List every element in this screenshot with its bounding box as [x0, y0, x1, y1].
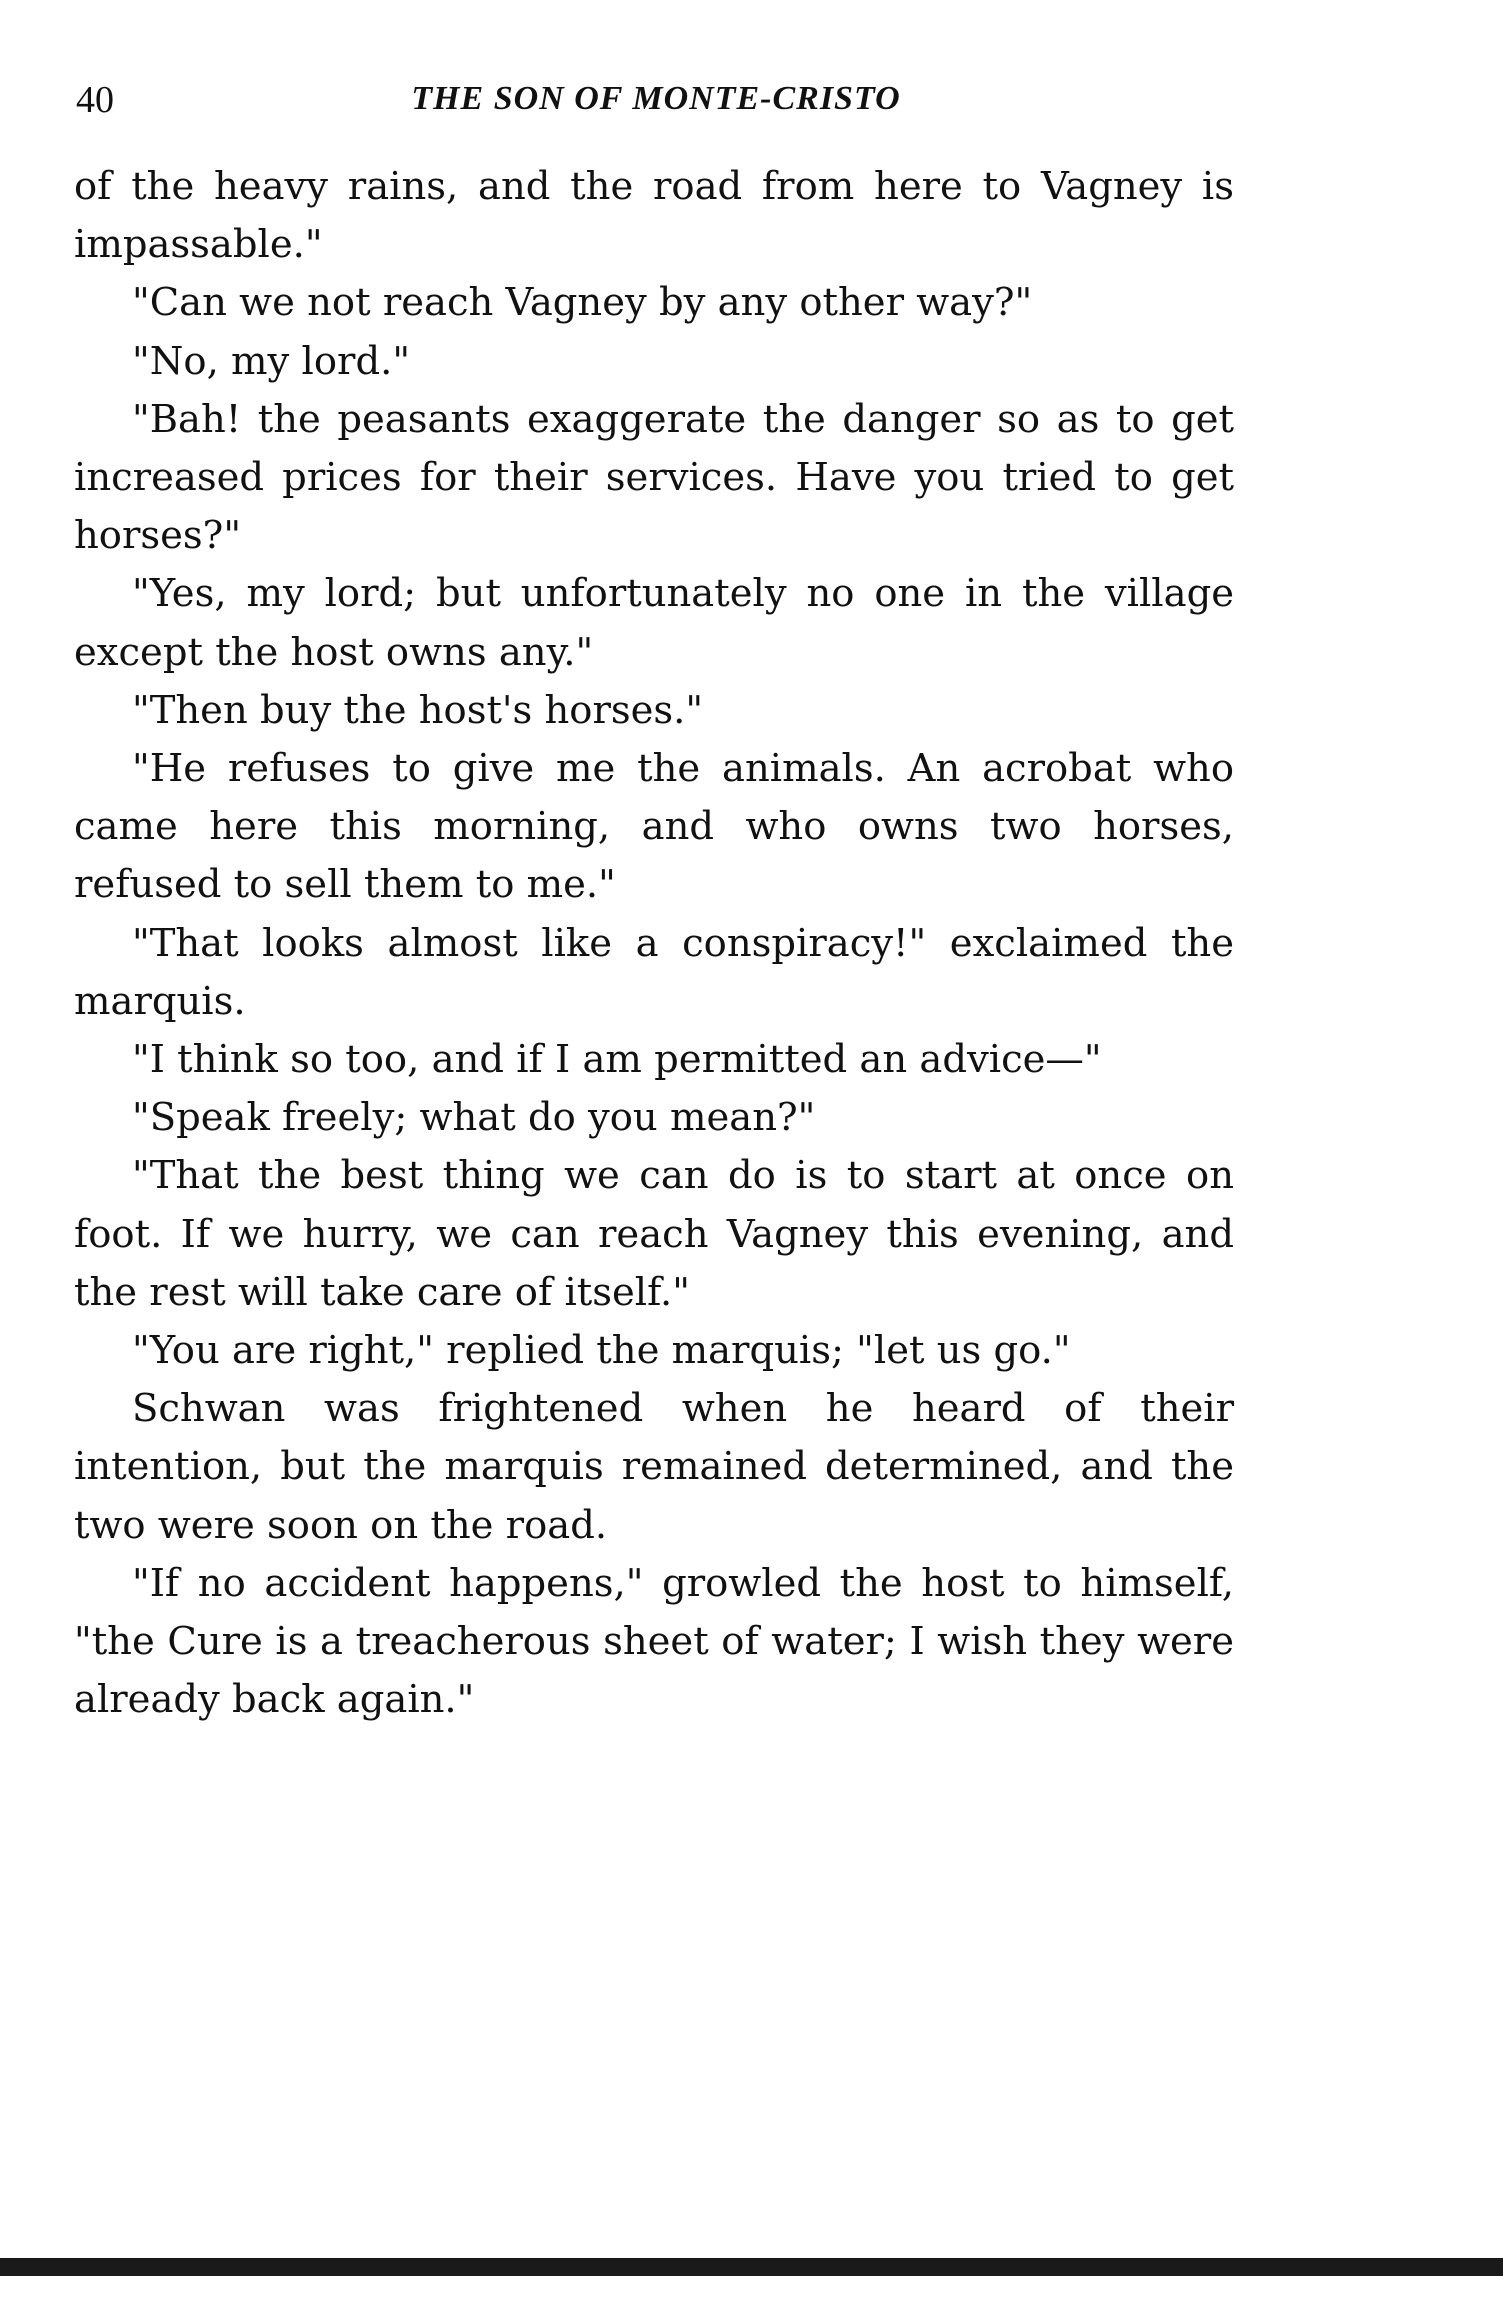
paragraph: "That the best thing we can do is to start at once on foot. If we hurry, we can reach Vagney this evening, and the rest will take care of itself." [74, 1153, 1234, 1315]
paragraph: "Speak freely; what do you mean?" [132, 1095, 816, 1141]
paragraph: "Yes, my lord; but unfortunately no one in the village except the host owns any." [74, 571, 1234, 675]
paragraph: Schwan was frightened when he heard of their intention, but the marquis remained determined, and the two were soon on the road. [74, 1386, 1234, 1548]
page-number: 40 [76, 79, 114, 121]
paragraph: of the heavy rains, and the road from here to Vagney is impassable." [74, 164, 1234, 268]
body-text [74, 158, 1234, 1729]
page-header [76, 78, 1236, 138]
paragraph: "If no accident happens," growled the host to himself, "the Cure is a treacherous sheet of water; I wish they were already back again." [74, 1560, 1234, 1723]
paragraph: "Can we not reach Vagney by any other way?" [132, 280, 1033, 326]
paragraph: "No, my lord." [132, 338, 411, 384]
paragraph: "He refuses to give me the animals. An acrobat who came here this morning, and who owns two horses, refused to sell them to me." [74, 746, 1234, 908]
paragraph: "Then buy the host's horses." [132, 687, 704, 733]
bottom-rule [0, 2258, 1503, 2276]
paragraph: "Bah! the peasants exaggerate the danger so as to get increased prices for their services. Have you tried to get horses?" [74, 396, 1234, 559]
paragraph: "I think so too, and if I am permitted an advice—" [132, 1037, 1102, 1083]
paragraph: "You are right," replied the marquis; "let us go." [132, 1328, 1071, 1374]
paragraph: "That looks almost like a conspiracy!" exclaimed the marquis. [74, 920, 1234, 1024]
running-title: THE SON OF MONTE-CRISTO [411, 80, 901, 117]
